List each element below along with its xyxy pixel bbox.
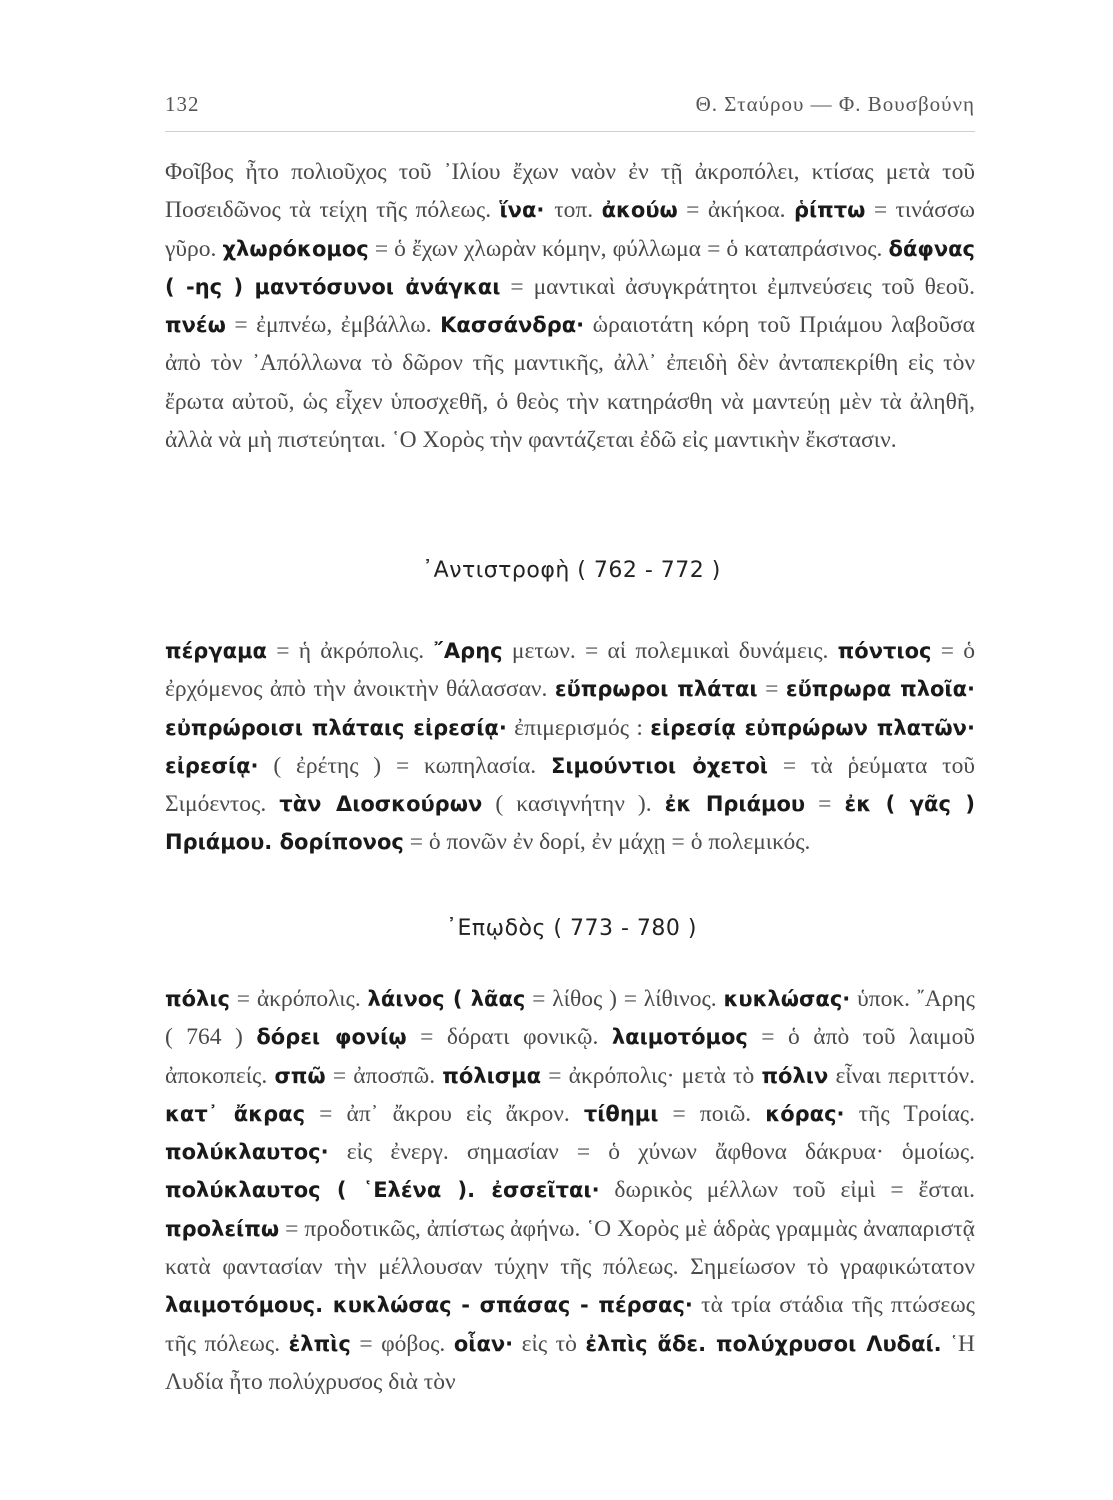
lemma: τὰν Διοσκούρων [279, 792, 483, 817]
lemma: τίθημι [583, 1101, 659, 1126]
text-run: ἐπιμερισμός : [506, 714, 651, 741]
lemma: πόλιν [761, 1063, 829, 1088]
header-rule [165, 131, 975, 132]
lemma: πνέω [165, 313, 226, 338]
lemma: οἷαν· [453, 1331, 514, 1356]
text-run: = ὁ ἀπὸ τοῦ λαιμοῦ ἀποκοπείς. [165, 1024, 976, 1089]
text-run: = ἀκήκοα. [677, 197, 794, 224]
lemma: πολύκλαυτος ( ῾Ελένα ). ἐσσεῖται· [165, 1178, 600, 1203]
text-run: Φοῖβος ἦτο πολιοῦχος τοῦ ᾿Ιλίου ἔχων ναὸν ἐν τῇ ἀκροπόλει, κτίσας μετὰ τοῦ Ποσειδῶνος τὰ τείχη τῆς πόλεως. [165, 159, 975, 224]
page-header [165, 92, 975, 117]
text-run: τὰ τρία στάδια τῆς πτώσεως τῆς πόλεως. [165, 1292, 975, 1357]
text-run: εἰς ἐνεργ. σημασίαν = ὁ χύνων ἄφθονα δάκρυα· ὁμοίως. [328, 1139, 975, 1166]
lemma: δάφνας ( -ης ) μαντόσυνοι ἀνάγκαι [165, 236, 976, 299]
lemma: πόλισμα [442, 1063, 542, 1088]
lemma: κατ᾿ ἄκρας [165, 1101, 306, 1126]
lemma: λάινος ( λᾶας [367, 987, 526, 1011]
lemma: σπῶ [274, 1063, 326, 1088]
page-number: 132 [165, 92, 200, 116]
lemma: Κασσάνδρα· [440, 313, 585, 338]
text-run: = ὁ πονῶν ἐν δορί, ἐν μάχῃ = ὁ πολεμικός. [403, 829, 811, 856]
section-title-epode: ᾿Επῳδὸς ( 773 - 780 ) [446, 916, 697, 941]
text-run: = τινάσσω γῦρο. [165, 197, 976, 262]
lemma: ἐκ ( γᾶς ) Πριάμου. δορίπονος [165, 792, 976, 855]
text-run: δωρικὸς μέλλων τοῦ εἰμὶ = ἔσται. [599, 1177, 975, 1204]
text-run: = ὁ ἔχων χλωρὰν κόμην, φύλλωμα = ὁ καταπράσινος. [368, 235, 889, 262]
lemma: ῎Αρης [433, 639, 503, 663]
commentary-paragraph-epode [165, 980, 975, 1401]
text-run: ( ἐρέτης ) = κωπηλασία. [258, 752, 551, 779]
lemma: ἀκούω [601, 198, 678, 223]
text-run: ὑποκ. ῎Αρης ( 764 ) [165, 986, 975, 1051]
lemma: εὔπρωροι πλάται [554, 677, 758, 702]
commentary-paragraph-strophe [165, 153, 975, 459]
text-run: = ὁ ἐρχόμενος ἀπὸ τὴν ἀνοικτὴν θάλασσαν. [165, 638, 976, 703]
text-run: = ἀκρόπολις· μετὰ τὸ [541, 1062, 762, 1089]
text-run: = μαντικαὶ ἀσυγκράτητοι ἐμπνεύσεις τοῦ θεοῦ. [500, 273, 975, 300]
text-run: = προδοτικῶς, ἀπίστως ἀφήνω. ῾Ο Χορὸς μὲ ἁδρὰς γραμμὰς ἀναπαριστᾷ κατὰ φαντασίαν τὴν μέλλουσαν τύχην τῆς πόλεως. Σημείωσον τὸ γραφικώτατον [165, 1215, 975, 1281]
lemma: λαιμοτόμος [611, 1025, 748, 1050]
lemma: πόντιος [837, 639, 932, 663]
lemma: ἐκ Πριάμου [664, 792, 806, 817]
text-run: ( κασιγνήτην ). [482, 791, 665, 818]
lemma: εἰρεσίᾳ εὐπρώρων πλατῶν· εἰρεσίᾳ· [165, 715, 975, 778]
text-run: = ἀποσπῶ. [325, 1062, 443, 1089]
text-run: = ποιῶ. [658, 1100, 766, 1127]
lemma: προλείπω [165, 1216, 280, 1241]
text-run: ῾Η Λυδία ἦτο πολύχρυσος διὰ τὸν [165, 1330, 975, 1395]
commentary-paragraph-antistrophe [165, 632, 975, 862]
lemma: λαιμοτόμους. κυκλώσας - σπάσας - πέρσας· [165, 1293, 693, 1318]
text-run: μετων. = αἱ πολεμικαὶ δυνάμεις. [502, 638, 838, 664]
lemma: πολύκλαυτος· [165, 1140, 329, 1165]
text-run: τῆς Τροίας. [844, 1100, 975, 1127]
running-title: Θ. Σταύρου — Φ. Βουσβούνη [695, 92, 975, 116]
text-run: = φόβος. [350, 1330, 454, 1357]
lemma: πόλις [165, 987, 230, 1011]
text-run: ὡραιοτάτη κόρη τοῦ Πριάμου λαβοῦσα ἀπὸ τὸν ᾿Απόλλωνα τὸ δῶρον τῆς μαντικῆς, ἀλλ᾿ ἐπειδὴ δὲν ἀνταπεκρίθη εἰς τὸν ἔρωτα αὐτοῦ, ὡς εἶχεν ὑποσχεθῆ, ὁ θεὸς τὴν κατηράσθη νὰ μαντεύῃ μὲν τὰ ἀληθῆ, ἀλλὰ νὰ μὴ πιστεύηται. ῾Ο Χορὸς τὴν φαντάζεται ἐδῶ εἰς μαντικὴν ἔκστασιν. [165, 312, 975, 454]
text-run: = [805, 791, 845, 818]
text-run: εἰς τὸ [513, 1330, 586, 1357]
lemma: κυκλώσας· [723, 987, 851, 1011]
text-run: = [757, 676, 786, 703]
lemma: δόρει φονίῳ [256, 1025, 407, 1050]
lemma: πέργαμα [165, 639, 267, 663]
text-run: = ἀκρόπολις. [229, 986, 368, 1012]
lemma: ἐλπὶς ἅδε. πολύχρυσοι Λυδαί. [585, 1331, 942, 1356]
lemma: εὔπρωρα πλοῖα· εὐπρώροισι πλάταις εἰρεσίᾳ· [165, 677, 975, 740]
lemma: χλωρόκομος [222, 236, 369, 261]
lemma: ἵνα· [499, 198, 555, 223]
lemma: ἐλπὶς [288, 1331, 351, 1356]
text-run: εἶναι περιττόν. [828, 1062, 976, 1089]
text-run: = δόρατι φονικῷ. [406, 1024, 612, 1051]
text-run: = ἐμπνέω, ἐμβάλλω. [225, 312, 441, 339]
text-run: τοπ. [554, 197, 602, 224]
lemma: ῥίπτω [793, 198, 866, 223]
text-run: = ἡ ἀκρόπολις. [266, 638, 434, 664]
text-run: = τὰ ῥεύματα τοῦ Σιμόεντος. [165, 752, 975, 818]
lemma: Σιμούντιοι ὀχετοὶ [550, 753, 768, 778]
section-title-antistrophe: ᾿Αντιστροφὴ ( 762 - 772 ) [422, 558, 721, 583]
text-run: = λίθος ) = λίθινος. [525, 986, 724, 1012]
lemma: κόρας· [765, 1101, 845, 1126]
text-run: = ἀπ᾿ ἄκρου εἰς ἄκρον. [305, 1100, 584, 1127]
